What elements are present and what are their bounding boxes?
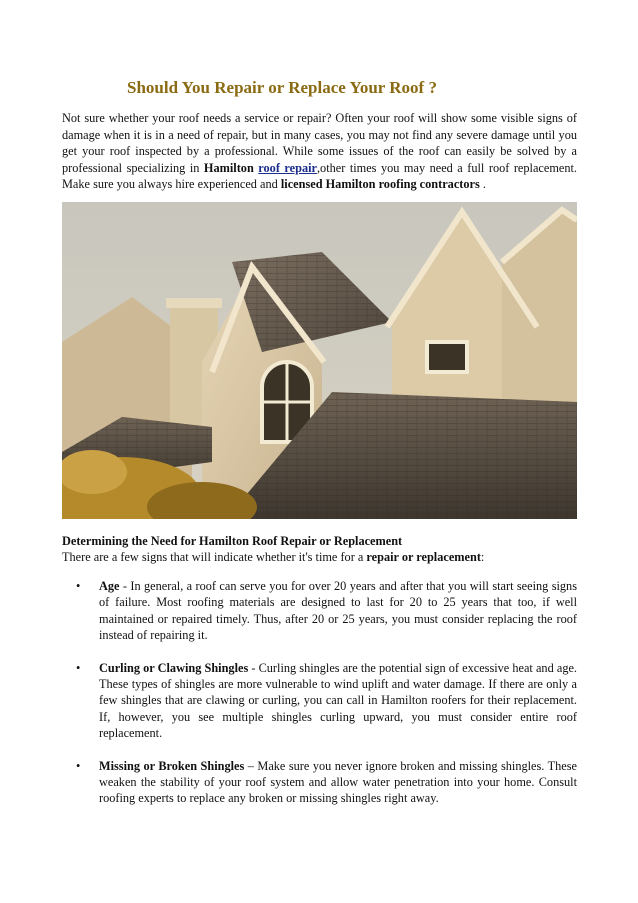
list-item (62, 758, 577, 807)
list-item (62, 660, 577, 742)
page-title: Should You Repair or Replace Your Roof ? (127, 78, 437, 97)
house-roof-photo (62, 202, 577, 519)
intro-text-1: Not sure whether your roof needs a service or repair? Often your roof will show some visible signs of damage when it is in a need of repair, but in many cases, you may not find any severe damage until you get your roof inspected by a professional. While some issues of the roof can easily be solved by a professional specializing in (62, 111, 577, 175)
intro-paragraph (62, 110, 577, 193)
list-item-term: Curling or Clawing Shingles (99, 660, 249, 675)
section-lead-text: There are a few signs that will indicate whether it's time for a (62, 550, 367, 564)
list-item-text: – Make sure you never ignore broken and missing shingles. These weaken the stability of your roof system and allow water penetration into your home. Consult roofing experts to replace any broken or missing shingles right away. (99, 758, 577, 806)
section-lead-bold: repair or replacement (366, 550, 481, 564)
bullet-glyph: • (76, 660, 81, 675)
intro-text-2: ,other times you may need a full roof replacement. Make sure you always hire experienced and (62, 160, 577, 192)
bullet-glyph: • (76, 579, 81, 593)
list-item-term: Missing or Broken Shingles (99, 758, 245, 773)
list-item-text: - In general, a roof can serve you for over 20 years and after that you will start seeing signs of failure. Most roofing materials are designed to last for 20 to 25 years that too, if well maintained or repaired timely. Thus, after 20 or 25 years, you must consider replacing the roof instead of repairing it. (99, 579, 577, 643)
section-lead-end: : (480, 550, 485, 564)
section-heading: Determining the Need for Hamilton Roof Repair or Replacement (62, 534, 403, 548)
list-item-text: - Curling shingles are the potential sign of excessive heat and age. These types of shingles are more vulnerable to wind uplift and water damage. If there are only a few shingles that are clawing or curling, you can call in Hamilton roofers for their replacement. If, however, you see multiple shingles curling upward, you must consider entire roof replacement. (99, 660, 577, 741)
bullet-glyph: • (76, 758, 81, 773)
list-item (62, 578, 577, 644)
signs-list (62, 578, 577, 823)
list-item-term: Age (99, 579, 120, 593)
section-lead (62, 549, 577, 565)
intro-text-3: . (479, 177, 486, 192)
intro-bold-hamilton: Hamilton (203, 160, 254, 175)
needs-section (62, 533, 577, 565)
roof-repair-link[interactable]: roof repair (258, 160, 317, 175)
intro-bold-contractors: licensed Hamilton roofing contractors (280, 177, 480, 192)
